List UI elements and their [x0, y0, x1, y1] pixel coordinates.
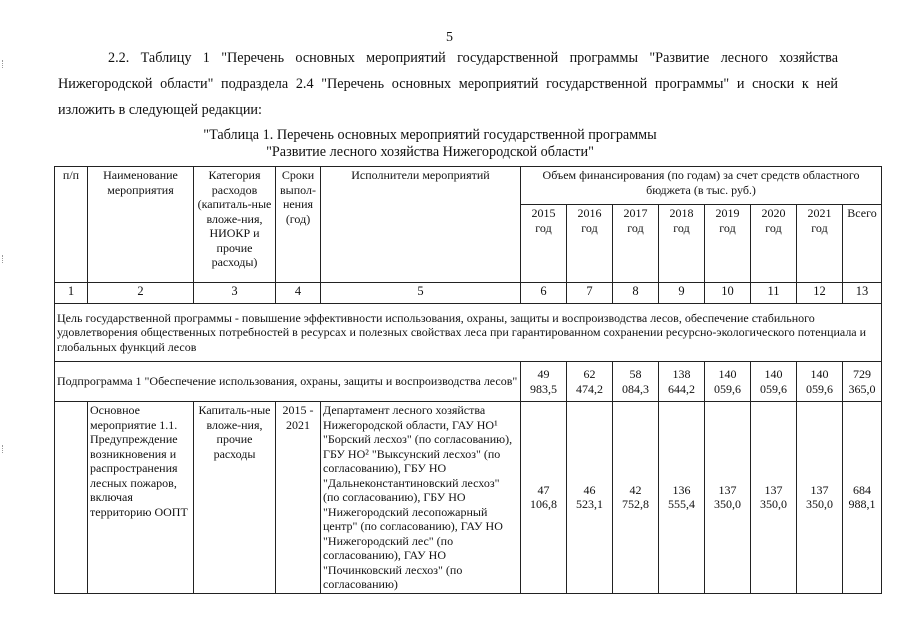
subprogram-value: 140 059,6	[797, 362, 843, 402]
activity-value: 42 752,8	[613, 402, 659, 594]
column-number: 12	[797, 283, 843, 304]
column-number: 4	[276, 283, 321, 304]
table-caption-line2: "Развитие лесного хозяйства Нижегородской области"	[266, 144, 594, 160]
activity-category: Капиталь-ные вложе-ния, прочие расходы	[194, 402, 276, 594]
column-number: 2	[88, 283, 194, 304]
column-number: 1	[55, 283, 88, 304]
activity-executors: Департамент лесного хозяйства Нижегородской области, ГАУ НО¹ "Борский лесхоз" (по согласованию), ГБУ НО² "Выксунский лесхоз" (по согласованию), ГБУ НО "Дальнеконстантиновский лесхоз" (по согласованию), ГБУ НО "Нижегородский лесопожарный центр" (по согласованию), ГАУ НО "Нижегородский лес" (по согласованию), ГАУ НО "Починковский лесхоз" (по согласованию)	[321, 402, 521, 594]
table-caption-line1: "Таблица 1. Перечень основных мероприятий государственной программы	[203, 127, 657, 143]
column-numbers-row	[55, 283, 882, 304]
column-number: 11	[751, 283, 797, 304]
header-year: 2018 год	[659, 205, 705, 283]
activity-num-cell	[55, 402, 88, 594]
column-number: 10	[705, 283, 751, 304]
table-caption	[150, 127, 710, 161]
column-number: 8	[613, 283, 659, 304]
activity-name: Основное мероприятие 1.1. Предупреждение возникновения и распространения лесных пожаров, включая территорию ООПТ	[88, 402, 194, 594]
activity-value: 47 106,8	[521, 402, 567, 594]
header-num: п/п	[55, 167, 88, 283]
margin-mark	[2, 255, 4, 263]
subprogram-value: 62 474,2	[567, 362, 613, 402]
margin-mark	[2, 60, 4, 68]
activity-value: 137 350,0	[797, 402, 843, 594]
header-row	[55, 167, 882, 205]
subprogram-row	[55, 362, 882, 402]
header-year: 2016 год	[567, 205, 613, 283]
subprogram-value: 49 983,5	[521, 362, 567, 402]
goal-row	[55, 304, 882, 362]
activity-value: 46 523,1	[567, 402, 613, 594]
activity-terms: 2015 - 2021	[276, 402, 321, 594]
header-year: 2019 год	[705, 205, 751, 283]
subprogram-value: 58 084,3	[613, 362, 659, 402]
subprogram-title: Подпрограмма 1 "Обеспечение использования, охраны, защиты и воспроизводства лесов"	[55, 362, 521, 402]
activity-total: 684 988,1	[843, 402, 882, 594]
header-year: 2020 год	[751, 205, 797, 283]
header-year: 2021 год	[797, 205, 843, 283]
activity-value: 137 350,0	[705, 402, 751, 594]
header-total: Всего	[843, 205, 882, 283]
activities-table	[54, 166, 882, 594]
activity-value: 137 350,0	[751, 402, 797, 594]
header-terms: Сроки выпол-нения (год)	[276, 167, 321, 283]
header-executors: Исполнители мероприятий	[321, 167, 521, 283]
page-number: 5	[446, 30, 453, 45]
column-number: 9	[659, 283, 705, 304]
column-number: 13	[843, 283, 882, 304]
intro-paragraph: 2.2. Таблицу 1 "Перечень основных мероприятий государственной программы "Развитие лесного хозяйства Нижегородской области" подраздела 2.4 "Перечень основных мероприятий государственной программы" и сноски к ней изложить в следующей редакции:	[58, 50, 838, 118]
column-number: 6	[521, 283, 567, 304]
header-year: 2017 год	[613, 205, 659, 283]
goal-text: Цель государственной программы - повышение эффективности использования, охраны, защиты и воспроизводства лесов, обеспечение стабильного удовлетворения общественных потребностей в ресурсах и полезных свойствах леса при гарантированном сохранении ресурсно-экологического потенциала и глобальных функций лесов	[55, 304, 882, 362]
header-funding: Объем финансирования (по годам) за счет средств областного бюджета (в тыс. руб.)	[521, 167, 882, 205]
activity-row	[55, 402, 882, 594]
activity-value: 136 555,4	[659, 402, 705, 594]
header-year: 2015 год	[521, 205, 567, 283]
column-number: 5	[321, 283, 521, 304]
subprogram-value: 140 059,6	[705, 362, 751, 402]
header-name: Наименование мероприятия	[88, 167, 194, 283]
subprogram-value: 138 644,2	[659, 362, 705, 402]
margin-mark	[2, 445, 4, 453]
header-category: Категория расходов (капиталь-ные вложе-ния, НИОКР и прочие расходы)	[194, 167, 276, 283]
column-number: 3	[194, 283, 276, 304]
subprogram-total: 729 365,0	[843, 362, 882, 402]
subprogram-value: 140 059,6	[751, 362, 797, 402]
column-number: 7	[567, 283, 613, 304]
